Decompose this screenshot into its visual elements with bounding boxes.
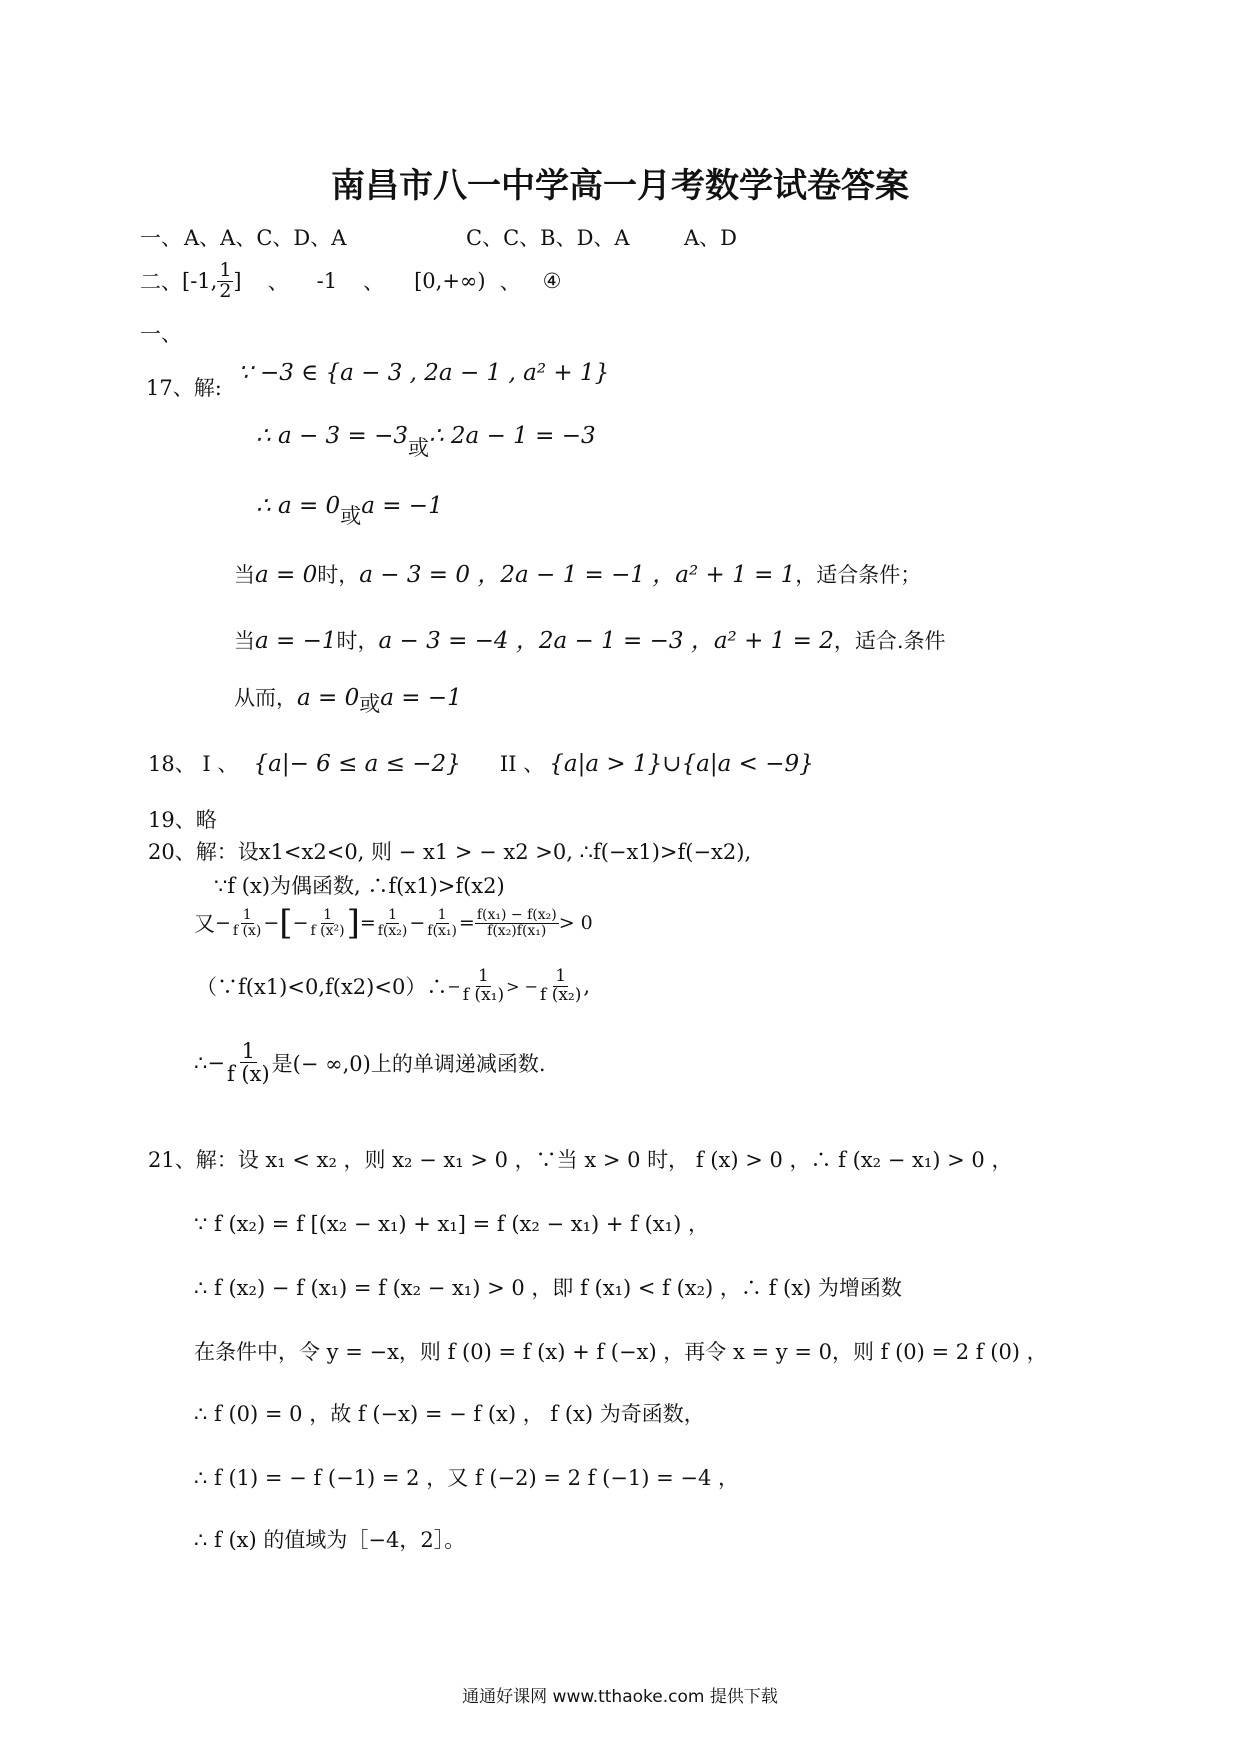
q18-line [148, 748, 814, 778]
q17-line-1: ∵ −3 ∈ {a − 3 , 2a − 1 , a² + 1} [238, 360, 610, 386]
q18-answer-1: {a|− 6 ≤ a ≤ −2} [253, 751, 461, 777]
answer-1-fraction [217, 258, 233, 302]
fraction-denominator: f (x₁) [462, 984, 505, 1005]
separator: 、 [363, 270, 385, 294]
fraction [538, 968, 583, 1005]
q21-line-2: ∵ f (x₂) = f [(x₂ − x₁) + x₁] = f (x₂ − x₁) + f (x₁) ， [194, 1212, 709, 1236]
fraction [225, 1040, 272, 1085]
answer-3: [0,+∞) [414, 269, 486, 293]
section-2-line [140, 256, 561, 306]
q20-line-4-tail: , [583, 974, 591, 999]
fraction-denominator: f (x) [226, 1062, 270, 1087]
fraction-numerator: 1 [478, 966, 489, 986]
fraction-denominator: f(x₂) [377, 922, 408, 939]
q20-line-5-pre: ∴ [194, 1050, 208, 1075]
fraction-denominator: f (x) [232, 922, 262, 939]
q20-line-3-tail: > 0 [558, 912, 593, 934]
q17-line-4-pre: 当 [234, 563, 255, 587]
fraction-numerator: 1 [323, 906, 332, 923]
answer-2: -1 [316, 269, 338, 293]
q17-line-5-math-1: a = −1 [255, 628, 337, 654]
q20-line-4-pre: （∵f(x1)<0,f(x2)<0）∴ [196, 975, 448, 1000]
q19-line: 19、略 [148, 808, 217, 832]
fraction-numerator: 1 [242, 906, 252, 923]
section-1-group-b: C、C、B、D、A [466, 226, 630, 250]
answer-4: ④ [542, 269, 562, 293]
fraction [475, 908, 559, 938]
q17-line-3 [256, 490, 443, 528]
q21-line-3: ∴ f (x₂) − f (x₁) = f (x₂ − x₁) > 0 ，即 f (x₁) < f (x₂) ，∴ f (x) 为增函数 [194, 1276, 902, 1300]
fraction-numerator: f(x₁) − f(x₂) [476, 906, 557, 923]
fraction-numerator: 1 [241, 1039, 256, 1063]
q17-line-3-b: a = −1 [361, 493, 443, 519]
fraction-numerator: 1 [555, 966, 567, 986]
q17-or: 或 [340, 504, 362, 528]
fraction [231, 908, 263, 938]
q17-line-5-mid: 时， [336, 629, 379, 653]
q20-line-1: 20、解：设x1<x2<0, 则 − x1 > − x2 >0, ∴f(−x1)>f(−x2), [148, 840, 752, 864]
q21-line-7: ∴ f (x) 的值域为［−4，2］。 [194, 1528, 466, 1552]
answer-1-pre: [-1, [182, 269, 218, 293]
q17-line-5-pre: 当 [234, 629, 255, 653]
section-1-group-a: A、A、C、D、A [184, 226, 347, 250]
q17-line-3-a: ∴ a = 0 [256, 493, 341, 519]
q17-line-4-post: ，适合条件； [795, 563, 922, 587]
section-1-prefix: 一、 [140, 226, 182, 250]
page-title: 南昌市八一中学高一月考数学试卷答案 [331, 166, 909, 206]
q17-line-2-a: ∴ a − 3 = −3 [256, 423, 408, 449]
answer-1-post: ] [233, 269, 242, 293]
q17-line-6-math-2: a = −1 [380, 685, 462, 711]
q20-line-5: ∴ − $\frac{1}{f (x)}$ 是(− ∞,0)上的单调递减函数. [194, 1039, 546, 1087]
q17-line-4-math-2: a − 3 = 0 ，2a − 1 = −1 ，a² + 1 = 1 [359, 562, 796, 588]
q17-line-6-math-1: a = 0 [297, 685, 360, 711]
fraction-denominator: f(x₂)f(x₁) [487, 922, 547, 939]
fraction-denominator: 2 [219, 279, 232, 302]
q17-line-5 [234, 622, 946, 655]
q17-label: 17、解: [146, 376, 222, 400]
q17-line-2 [256, 420, 596, 460]
q17-line-6 [234, 682, 462, 716]
footer-credit: 通通好课网 www.tthaoke.com 提供下载 [462, 1687, 778, 1707]
q17-line-4-mid: 时， [317, 563, 360, 587]
q20-line-3-pre: 又 [194, 912, 215, 936]
fraction-denominator: f (x²) [310, 922, 345, 939]
fraction [376, 908, 410, 938]
q17-or: 或 [359, 692, 381, 716]
q20-line-5-post: 是(− ∞,0)上的单调递减函数. [271, 1051, 546, 1076]
q18-answer-2: {a|a > 1}∪{a|a < −9} [549, 751, 814, 777]
q20-line-2: ∵f (x)为偶函数, ∴f(x1)>f(x2) [214, 874, 505, 898]
q20-line-4: （∵f(x1)<0,f(x2)<0）∴ − $\frac{1}{\text{f (x₁)}}$ > − $\frac{1}{\text{f (x₂)}}$ , [196, 966, 591, 1005]
q17-line-2-b: ∴ 2a − 1 = −3 [428, 423, 596, 449]
q21-line-6: ∴ f (1) = − f (−1) = 2 ，又 f (−2) = 2 f (−1) = −4 ， [194, 1466, 740, 1490]
separator: 、 [499, 270, 521, 294]
fraction [461, 968, 506, 1005]
q17-line-4-math-1: a = 0 [255, 562, 318, 588]
section-2-prefix: 二、 [140, 270, 182, 294]
section-3-prefix: 一、 [140, 322, 182, 346]
q17-or: 或 [407, 436, 429, 460]
fraction-denominator: f(x₁) [427, 922, 457, 939]
q21-line-4: 在条件中，令 y = −x，则 f (0) = f (x) + f (−x) ，再令 x = y = 0，则 f (0) = 2 f (0) ， [194, 1340, 1048, 1364]
separator: 、 [267, 270, 289, 294]
q17-line-4 [234, 556, 921, 589]
q20-line-3: 又 − $\frac{1}{f (x)}$ − [ − $\frac{1}{\text{f (x²)}}$ ] = $\frac{1}{\text{f(x₂)}}$ − $\frac{1}{\text{f(x₁)}}$ = $\frac{\text{f(x₁) − f(x₂)}}{\text{f(x₂)f(x₁)}}$ > 0 [194, 903, 593, 943]
fraction-numerator: 1 [388, 906, 398, 923]
fraction-denominator: f (x₂) [540, 984, 582, 1005]
fraction [425, 908, 459, 938]
fraction-numerator: 1 [437, 906, 447, 923]
fraction-numerator: 1 [219, 258, 232, 281]
q17-line-6-pre: 从而， [234, 686, 297, 710]
q21-line-1: 21、解：设 x₁ < x₂ ，则 x₂ − x₁ > 0 ，∵当 x > 0 时， f (x) > 0 ，∴ f (x₂ − x₁) > 0 ， [148, 1148, 1013, 1172]
q17-line-5-math-2: a − 3 = −4 ，2a − 1 = −3 ，a² + 1 = 2 [378, 628, 834, 654]
q18-label: 18、 I 、 [148, 752, 239, 776]
fraction [308, 908, 346, 938]
q18-label-2: II 、 [499, 752, 545, 776]
section-1-group-c: A、D [684, 226, 738, 250]
q17-line-5-post: ，适合.条件 [833, 629, 946, 653]
q21-line-5: ∴ f (0) = 0 ，故 f (−x) = − f (x) ， f (x) 为奇函数， [194, 1402, 705, 1426]
